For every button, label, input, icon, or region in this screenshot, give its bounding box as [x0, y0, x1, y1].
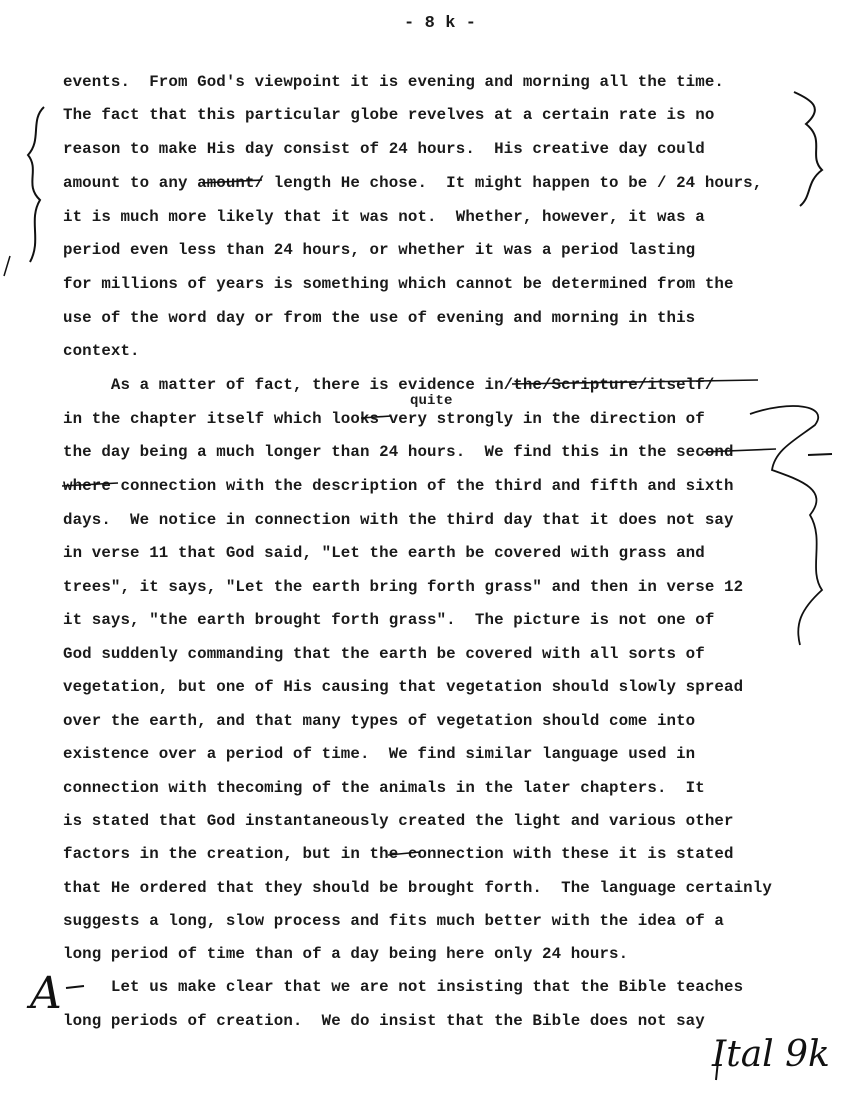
- right-margin-bracket-mid: [750, 406, 822, 645]
- text-line-25: that He ordered that they should be brought forth. The language certainly: [63, 879, 772, 897]
- text-line-23: is stated that God instantaneously created the light and various other: [63, 812, 734, 830]
- insertion-word: quite: [410, 393, 453, 409]
- text-line-1: events. From God's viewpoint it is evening and morning all the time.: [63, 73, 724, 91]
- text-line-29: long periods of creation. We do insist that the Bible does not say: [63, 1012, 705, 1030]
- text-line-19: vegetation, but one of His causing that vegetation should slowly spread: [63, 678, 744, 696]
- text-line-28: Let us make clear that we are not insisting that the Bible teaches: [63, 978, 744, 996]
- text-line-16: trees", it says, "Let the earth bring forth grass" and then in verse 12: [63, 578, 744, 596]
- footer-bracket: [716, 1042, 720, 1080]
- text-line-26: suggests a long, slow process and fits much better with the idea of a: [63, 912, 724, 930]
- strike-very: [361, 416, 391, 418]
- text-line-2: The fact that this particular globe revelves at a certain rate is no: [63, 106, 715, 124]
- right-margin-bracket-top: [794, 92, 822, 206]
- text-line-6: period even less than 24 hours, or whether it was a period lasting: [63, 241, 696, 259]
- text-line-11: in the chapter itself which looks very strongly in the direction of: [63, 410, 705, 428]
- text-line-5: it is much more likely that it was not. Whether, however, it was a: [63, 208, 705, 226]
- text-line-4: amount to any amount/ length He chose. It might happen to be / 24 hours,: [63, 174, 763, 192]
- text-line-20: over the earth, and that many types of vegetation should come into: [63, 712, 696, 730]
- text-line-17: it says, "the earth brought forth grass". The picture is not one of: [63, 611, 715, 629]
- strike-scripture: [512, 380, 758, 384]
- left-margin-tick: [4, 256, 10, 276]
- text-line-13: where connection with the description of the third and fifth and sixth: [63, 477, 734, 495]
- margin-a-dash: [66, 986, 84, 988]
- left-margin-bracket: [28, 107, 44, 262]
- page-number: - 8 k -: [404, 14, 477, 33]
- text-line-9: context.: [63, 342, 140, 360]
- footer-note: Ital 9k: [712, 1034, 830, 1075]
- text-line-15: in verse 11 that God said, "Let the earth be covered with grass and: [63, 544, 705, 562]
- text-line-18: God suddenly commanding that the earth be covered with all sorts of: [63, 645, 705, 663]
- text-line-24: factors in the creation, but in the connection with these it is stated: [63, 845, 734, 863]
- text-line-8: use of the word day or from the use of evening and morning in this: [63, 309, 696, 327]
- strike-the: [388, 852, 420, 855]
- text-line-27: long period of time than of a day being here only 24 hours.: [63, 945, 629, 963]
- strike-where: [62, 483, 118, 486]
- strike-amount: [202, 180, 262, 183]
- margin-letter-a: A: [30, 968, 62, 1019]
- strike-second: [702, 449, 776, 452]
- text-line-12: the day being a much longer than 24 hours. We find this in the second: [63, 443, 734, 461]
- text-line-21: existence over a period of time. We find similar language used in: [63, 745, 696, 763]
- text-line-22: connection with thecoming of the animals in the later chapters. It: [63, 779, 705, 797]
- text-line-3: reason to make His day consist of 24 hours. His creative day could: [63, 140, 705, 158]
- text-line-10: As a matter of fact, there is evidence in/the/Scripture/itself/: [63, 376, 715, 394]
- right-margin-dash: [808, 454, 832, 455]
- text-line-7: for millions of years is something which cannot be determined from the: [63, 275, 734, 293]
- text-line-14: days. We notice in connection with the third day that it does not say: [63, 511, 734, 529]
